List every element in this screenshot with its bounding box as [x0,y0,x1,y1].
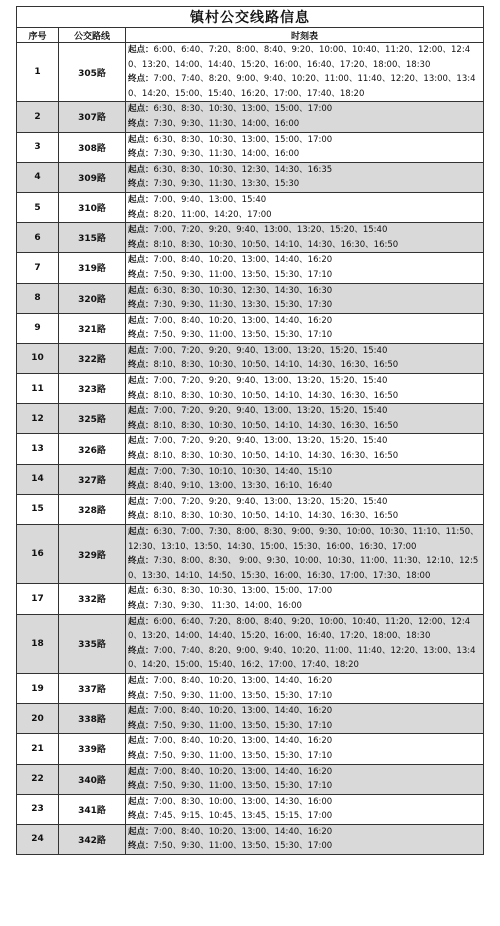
row-number: 18 [17,614,59,673]
row-number: 17 [17,584,59,614]
table-row [17,43,484,102]
end-times-value: 7:30、9:30、11:30、14:00、16:00 [153,149,300,160]
end-label: 终点： [128,390,154,401]
end-times [128,419,481,434]
end-times [128,238,481,253]
end-times [128,719,481,734]
start-times-value: 7:00、7:20、9:20、9:40、13:00、13:20、15:20、15:40 [153,345,388,356]
start-times [128,825,481,840]
timetable-cell [126,464,484,494]
route-name: 342路 [59,824,126,854]
start-label: 起点： [128,706,154,717]
route-name: 326路 [59,434,126,464]
table-row [17,313,484,343]
row-number: 14 [17,464,59,494]
start-times-value: 7:00、8:40、10:20、13:00、14:40、16:20 [153,766,333,777]
timetable-cell [126,584,484,614]
start-times [128,465,481,480]
end-times [128,779,481,794]
start-times-value: 7:00、8:40、10:20、13:00、14:40、16:20 [153,255,333,266]
end-times [128,644,481,673]
start-times-value: 6:30、8:30、10:30、13:00、15:00、17:00 [153,586,333,597]
row-number: 6 [17,223,59,253]
start-times-value: 7:00、9:40、13:00、15:40 [153,194,267,205]
end-label: 终点： [128,209,154,220]
timetable-cell [126,43,484,102]
start-label: 起点： [128,766,154,777]
timetable-cell [126,734,484,764]
route-name: 308路 [59,132,126,162]
end-label: 终点： [128,690,154,701]
start-label: 起点： [128,675,154,686]
timetable-cell [126,192,484,222]
row-number: 9 [17,313,59,343]
start-times [128,102,481,117]
table-row [17,673,484,703]
start-label: 起点： [128,527,154,537]
timetable-cell [126,223,484,253]
timetable-cell [126,673,484,703]
row-number: 4 [17,162,59,192]
start-label: 起点： [128,496,154,507]
start-label: 起点： [128,285,154,296]
start-label: 起点： [128,345,154,356]
route-name: 337路 [59,673,126,703]
end-label: 终点： [128,269,154,280]
table-row [17,132,484,162]
row-number: 7 [17,253,59,283]
schedule-table [16,6,484,855]
row-number: 19 [17,673,59,703]
start-times [128,434,481,449]
timetable-cell [126,614,484,673]
timetable-cell [126,283,484,313]
start-times-value: 7:00、8:40、10:20、13:00、14:40、16:20 [153,315,333,326]
end-times-value: 8:10、8:30、10:30、10:50、14:10、14:30、16:30、16:50 [153,451,399,462]
start-times [128,615,481,644]
end-label: 终点： [128,118,154,129]
table-row [17,102,484,132]
end-times-value: 7:50、9:30、11:00、13:50、15:30、17:10 [153,781,333,792]
start-times-value: 7:00、7:20、9:20、9:40、13:00、13:20、15:20、15:40 [153,225,388,236]
end-times [128,117,481,132]
start-times-value: 6:30、8:30、10:30、13:00、15:00、17:00 [153,134,333,145]
document-title: 镇村公交线路信息 [17,7,484,28]
end-times-value: 7:50、9:30、11:00、13:50、15:30、17:10 [153,690,333,701]
end-times-value: 8:20、11:00、14:20、17:00 [153,209,272,220]
start-label: 起点： [128,164,154,175]
route-name: 315路 [59,223,126,253]
end-label: 终点： [128,781,154,792]
end-times [128,358,481,373]
table-row [17,283,484,313]
start-times-value: 7:00、7:30、10:10、10:30、14:40、15:10 [153,466,333,477]
timetable-cell [126,253,484,283]
route-name: 329路 [59,525,126,584]
end-label: 终点： [128,600,154,611]
row-number: 13 [17,434,59,464]
end-label: 终点： [128,420,154,431]
end-times [128,479,481,494]
end-times-value: 7:30、8:00、8:30、 9:00、9:30、10:00、10:30、11:00、11:30、12:10、12:50、13:30、14:10、14:50、15:30、16:00、16:30、17:00、17:30、18:00 [128,556,479,581]
row-number: 8 [17,283,59,313]
start-times-value: 6:30、8:30、10:30、13:00、15:00、17:00 [153,104,333,115]
start-times-value: 6:30、8:30、10:30、12:30、14:30、16:30 [153,285,333,296]
start-label: 起点： [128,826,154,837]
route-name: 321路 [59,313,126,343]
end-times [128,177,481,192]
end-label: 终点： [128,481,154,492]
start-times [128,584,481,599]
end-times [128,689,481,704]
table-row [17,824,484,854]
start-label: 起点： [128,104,154,115]
table-row [17,704,484,734]
start-times-value: 6:30、8:30、10:30、12:30、14:30、16:35 [153,164,333,175]
timetable-cell [126,162,484,192]
end-label: 终点： [128,511,154,522]
timetable-cell [126,102,484,132]
start-times [128,674,481,689]
start-times-value: 7:00、8:40、10:20、13:00、14:40、16:20 [153,736,333,747]
start-times [128,795,481,810]
route-name: 310路 [59,192,126,222]
end-times-value: 7:00、7:40、8:20、9:00、9:40、10:20、11:00、11:40、12:20、13:00、13:40、14:20、15:00、15:40、16:20、17:00、17:40、18:20 [128,74,476,99]
end-times-value: 7:50、9:30、11:00、13:50、15:30、17:10 [153,330,333,341]
route-name: 332路 [59,584,126,614]
end-times [128,839,481,854]
end-times [128,72,481,101]
start-label: 起点： [128,406,154,417]
end-times [128,208,481,223]
timetable-cell [126,525,484,584]
end-label: 终点： [128,645,154,656]
table-row [17,794,484,824]
route-name: 309路 [59,162,126,192]
start-times-value: 7:00、7:20、9:20、9:40、13:00、13:20、15:20、15:40 [153,496,388,507]
row-number: 20 [17,704,59,734]
end-label: 终点： [128,74,154,85]
timetable-cell [126,824,484,854]
end-label: 终点： [128,451,154,462]
start-label: 起点： [128,616,154,627]
end-label: 终点： [128,330,154,341]
start-times [128,133,481,148]
row-number: 23 [17,794,59,824]
row-number: 12 [17,404,59,434]
timetable-cell [126,704,484,734]
end-times [128,809,481,824]
start-label: 起点： [128,255,154,266]
end-times-value: 7:30、9:30、11:30、14:00、16:00 [153,118,300,129]
start-times-value: 7:00、8:40、10:20、13:00、14:40、16:20 [153,706,333,717]
end-label: 终点： [128,750,154,761]
table-row [17,404,484,434]
row-number: 22 [17,764,59,794]
route-name: 307路 [59,102,126,132]
start-label: 起点： [128,315,154,326]
start-times [128,43,481,72]
end-times [128,509,481,524]
end-times-value: 7:50、9:30、11:00、13:50、15:30、17:10 [153,720,333,731]
route-name: 323路 [59,374,126,404]
end-times [128,749,481,764]
end-label: 终点： [128,360,154,371]
header-row [17,28,484,43]
table-row [17,464,484,494]
start-times [128,704,481,719]
start-times [128,404,481,419]
start-times-value: 7:00、8:30、10:00、13:00、14:30、16:00 [153,796,333,807]
start-label: 起点： [128,194,154,205]
end-times-value: 7:45、9:15、10:45、13:45、15:15、17:00 [153,811,333,822]
header-route: 公交路线 [59,28,126,43]
end-times [128,147,481,162]
row-number: 21 [17,734,59,764]
route-name: 319路 [59,253,126,283]
end-times-value: 7:50、9:30、11:00、13:50、15:30、17:10 [153,269,333,280]
end-label: 终点： [128,149,154,160]
row-number: 16 [17,525,59,584]
timetable-cell [126,494,484,524]
start-times [128,344,481,359]
end-times [128,389,481,404]
end-label: 终点： [128,841,154,852]
end-times-value: 7:30、9:30、 11:30、14:00、16:00 [153,600,302,611]
timetable-cell [126,132,484,162]
start-times [128,525,481,554]
start-label: 起点： [128,45,154,55]
table-row [17,614,484,673]
route-name: 327路 [59,464,126,494]
start-times-value: 6:30、7:00、7:30、8:00、8:30、9:00、9:30、10:00、10:30、11:10、11:50、12:30、13:10、13:50、14:30、15:00、15:30、16:00、16:30、17:00 [128,527,479,552]
start-times-value: 7:00、7:20、9:20、9:40、13:00、13:20、15:20、15:40 [153,406,388,417]
route-name: 335路 [59,614,126,673]
end-label: 终点： [128,300,154,311]
start-label: 起点： [128,736,154,747]
route-name: 322路 [59,343,126,373]
end-times [128,328,481,343]
start-times [128,284,481,299]
end-times-value: 8:10、8:30、10:30、10:50、14:10、14:30、16:30、16:50 [153,420,399,431]
table-row [17,253,484,283]
end-label: 终点： [128,556,154,567]
start-times [128,495,481,510]
start-times-value: 7:00、7:20、9:20、9:40、13:00、13:20、15:20、15:40 [153,376,388,387]
end-times-value: 7:00、7:40、8:20、9:00、9:40、10:20、11:00、11:40、12:20、13:00、13:40、14:20、15:00、15:40、16:2、17:00、17:40、18:20 [128,645,476,671]
end-times-value: 8:10、8:30、10:30、10:50、14:10、14:30、16:30、16:50 [153,390,399,401]
table-row [17,764,484,794]
start-times [128,765,481,780]
end-times [128,599,481,614]
table-row [17,494,484,524]
start-times [128,374,481,389]
end-times [128,554,481,583]
end-times-value: 8:10、8:30、10:30、10:50、14:10、14:30、16:30、16:50 [153,239,399,250]
start-label: 起点： [128,436,154,447]
route-name: 338路 [59,704,126,734]
start-times [128,163,481,178]
header-times: 时刻表 [126,28,484,43]
route-name: 341路 [59,794,126,824]
end-label: 终点： [128,179,154,190]
start-times-value: 7:00、8:40、10:20、13:00、14:40、16:20 [153,826,333,837]
timetable-cell [126,313,484,343]
schedule-document [16,6,484,855]
end-label: 终点： [128,720,154,731]
table-row [17,734,484,764]
schedule-table-body [17,7,484,855]
start-times [128,253,481,268]
start-times [128,193,481,208]
route-name: 340路 [59,764,126,794]
end-times [128,268,481,283]
table-row [17,374,484,404]
table-row [17,223,484,253]
start-times [128,734,481,749]
row-number: 1 [17,43,59,102]
table-row [17,162,484,192]
end-times-value: 7:50、9:30、11:00、13:50、15:30、17:10 [153,750,333,761]
timetable-cell [126,434,484,464]
timetable-cell [126,404,484,434]
row-number: 10 [17,343,59,373]
table-row [17,584,484,614]
start-times-value: 7:00、8:40、10:20、13:00、14:40、16:20 [153,675,333,686]
start-label: 起点： [128,376,154,387]
table-row [17,434,484,464]
timetable-cell [126,343,484,373]
end-times-value: 7:50、9:30、11:00、13:50、15:30、17:00 [153,841,333,852]
end-times-value: 7:30、9:30、11:30、13:30、15:30、17:30 [153,300,333,311]
start-label: 起点： [128,134,154,145]
end-times [128,449,481,464]
row-number: 3 [17,132,59,162]
end-times-value: 8:10、8:30、10:30、10:50、14:10、14:30、16:30、16:50 [153,360,399,371]
end-times-value: 7:30、9:30、11:30、13:30、15:30 [153,179,300,190]
table-row [17,192,484,222]
timetable-cell [126,764,484,794]
row-number: 15 [17,494,59,524]
route-name: 325路 [59,404,126,434]
row-number: 5 [17,192,59,222]
start-times [128,223,481,238]
start-times-value: 6:00、6:40、7:20、8:00、8:40、9:20、10:00、10:40、11:20、12:00、12:40、13:20、14:00、14:40、15:20、16:00、16:40、17:20、18:00、18:30 [128,45,471,70]
header-no: 序号 [17,28,59,43]
table-row [17,343,484,373]
route-name: 305路 [59,43,126,102]
row-number: 11 [17,374,59,404]
timetable-cell [126,374,484,404]
end-label: 终点： [128,811,154,822]
row-number: 24 [17,824,59,854]
timetable-cell [126,794,484,824]
route-name: 339路 [59,734,126,764]
start-label: 起点： [128,586,154,597]
end-times-value: 8:10、8:30、10:30、10:50、14:10、14:30、16:30、16:50 [153,511,399,522]
start-times-value: 7:00、7:20、9:20、9:40、13:00、13:20、15:20、15:40 [153,436,388,447]
route-name: 320路 [59,283,126,313]
start-label: 起点： [128,225,154,236]
end-times [128,298,481,313]
end-times-value: 8:40、9:10、13:00、13:30、16:10、16:40 [153,481,333,492]
start-times-value: 6:00、6:40、7:20、8:00、8:40、9:20、10:00、10:40、11:20、12:00、12:40、13:20、14:00、14:40、15:20、16:00、16:40、17:20、18:00、18:30 [128,616,471,642]
table-row [17,525,484,584]
start-times [128,314,481,329]
start-label: 起点： [128,466,154,477]
end-label: 终点： [128,239,154,250]
route-name: 328路 [59,494,126,524]
start-label: 起点： [128,796,154,807]
row-number: 2 [17,102,59,132]
